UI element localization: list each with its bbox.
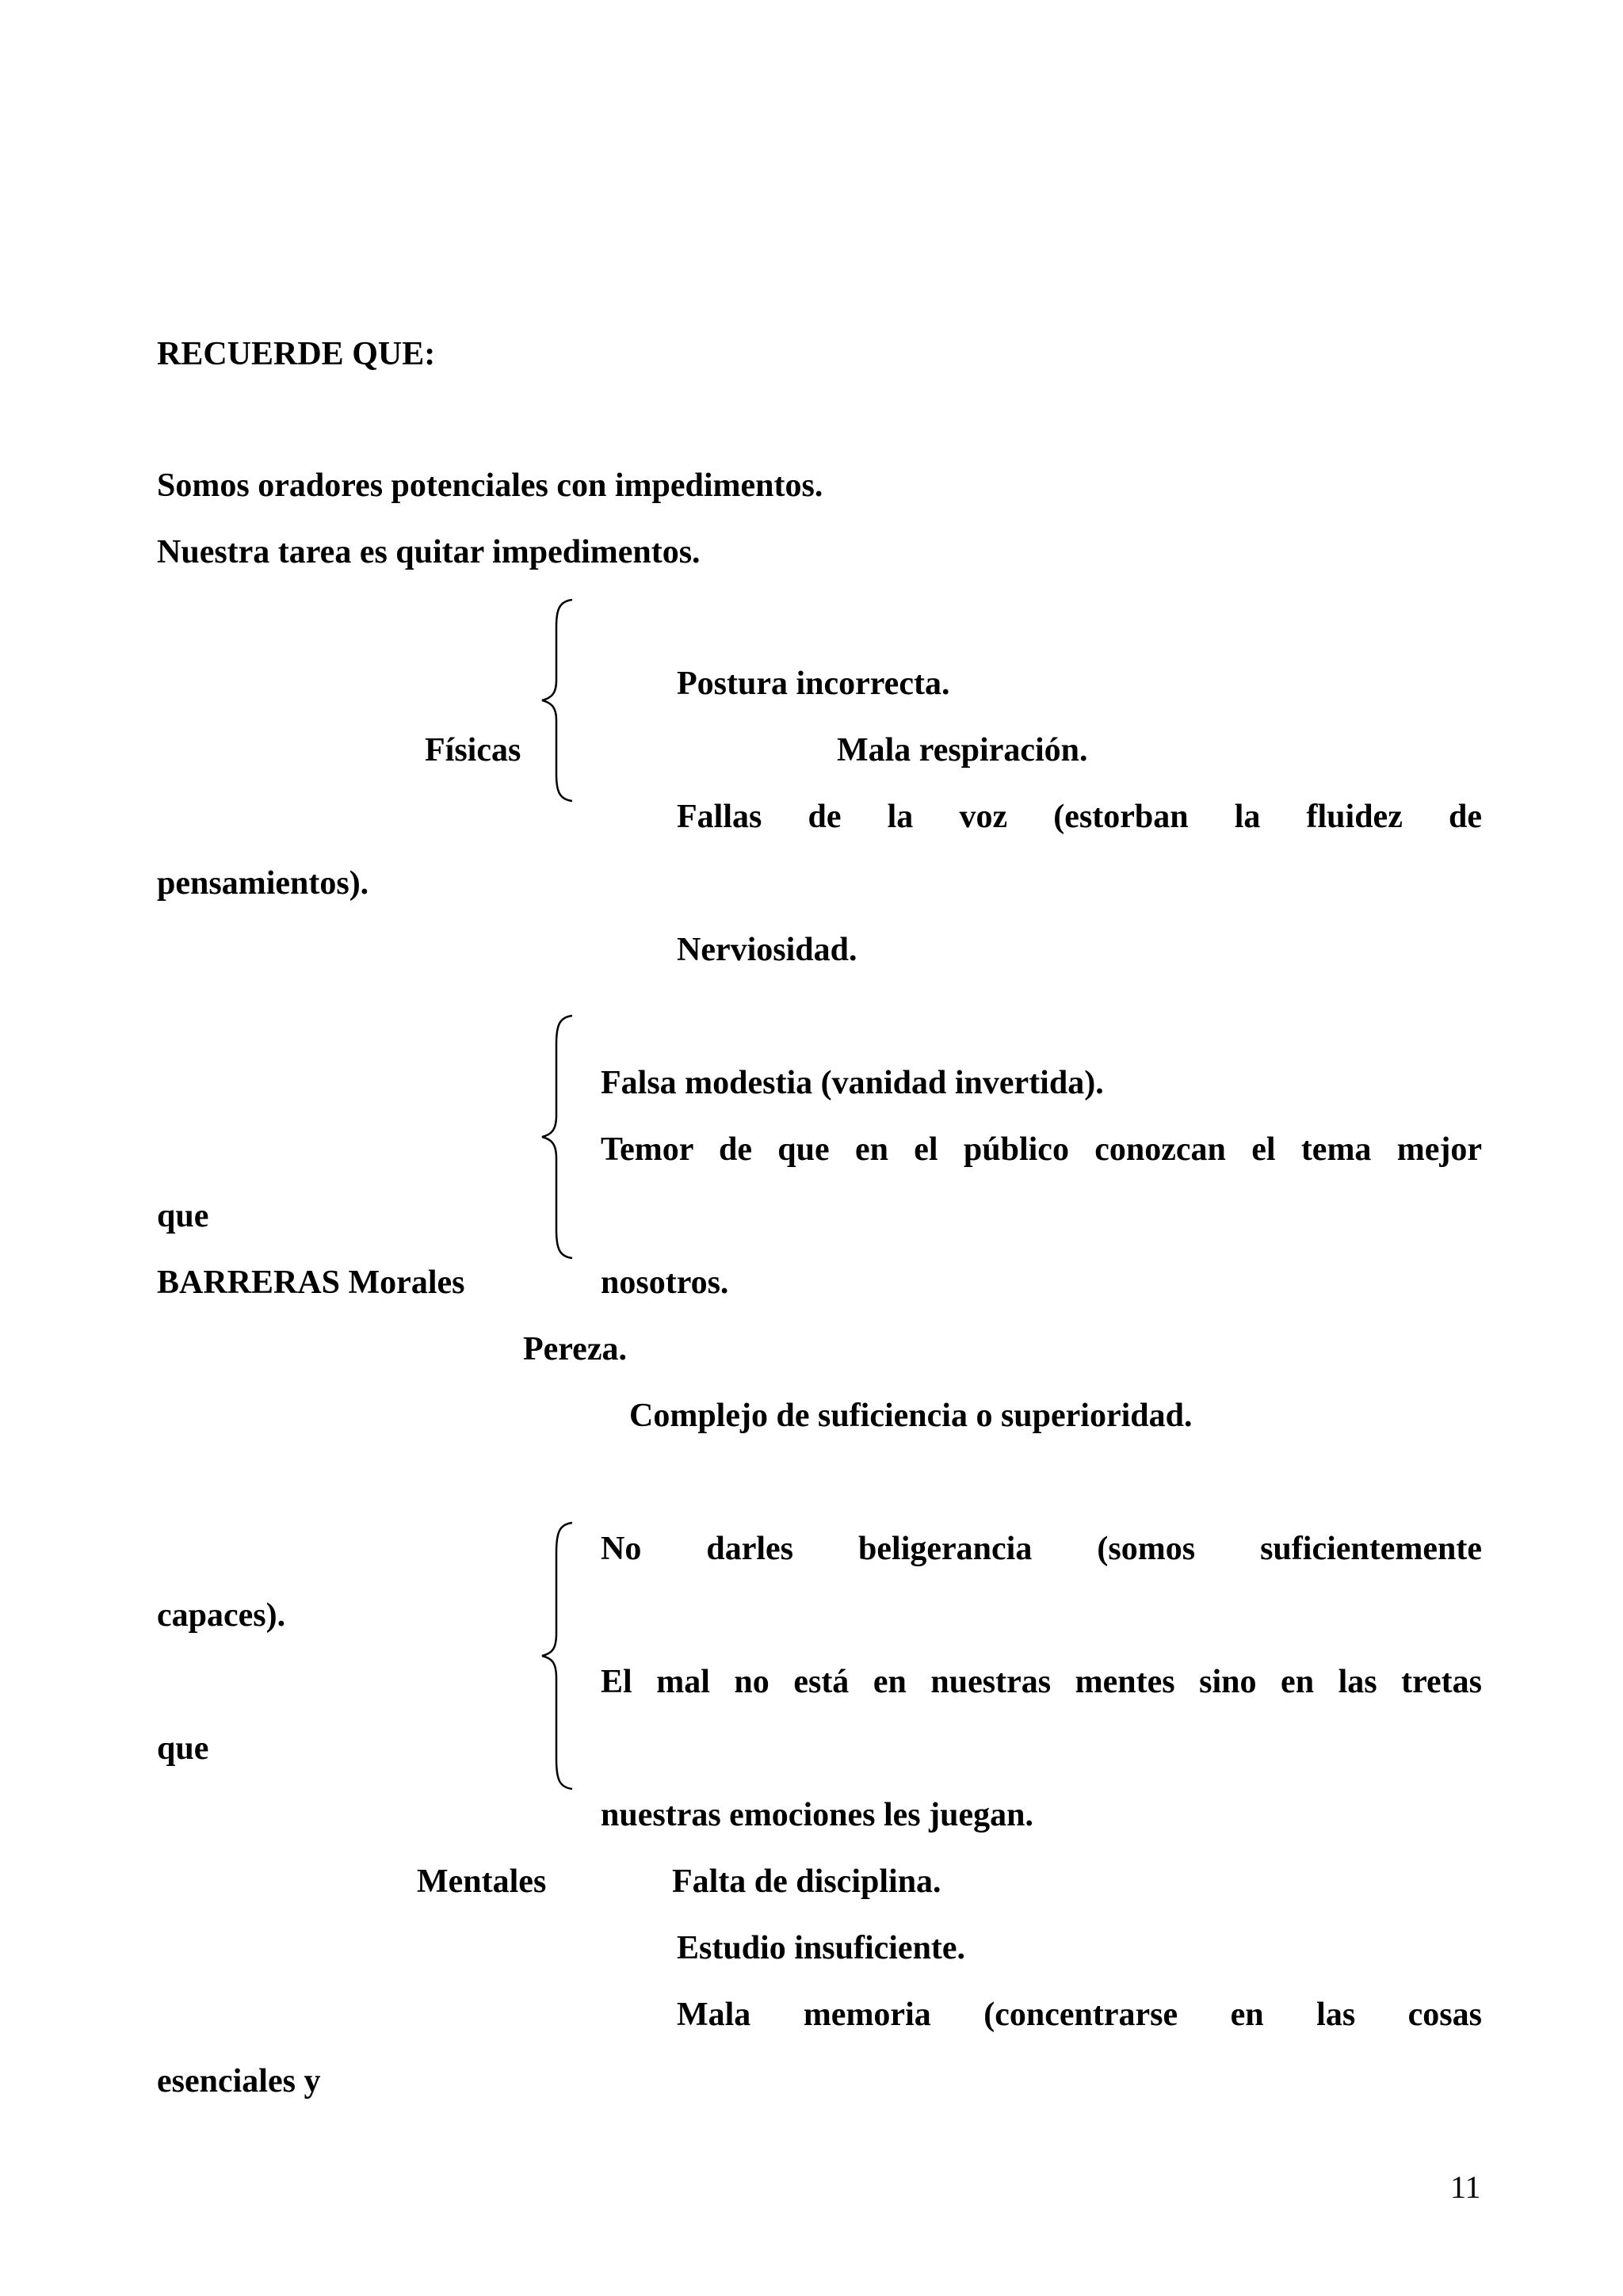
- morales-brace: [539, 1014, 579, 1260]
- page-number: 11: [1450, 2169, 1481, 2205]
- morales-item-1: Falsa modestia (vanidad invertida).: [601, 1065, 1104, 1101]
- mentales-item-1-cont: capaces).: [157, 1597, 286, 1634]
- intro-line-1: Somos oradores potenciales con impedimentos.: [157, 467, 823, 504]
- morales-label: BARRERAS Morales: [157, 1264, 465, 1301]
- fisicas-item-3: Fallas de la voz (estorban la fluidez de: [677, 799, 1482, 835]
- mentales-item-4: Estudio insuficiente.: [677, 1930, 966, 1966]
- fisicas-item-1: Postura incorrecta.: [677, 666, 950, 702]
- mentales-item-2-cont: que: [157, 1730, 209, 1767]
- morales-item-2: Temor de que en el público conozcan el tema mejor: [601, 1131, 1482, 1168]
- mentales-label: Mentales: [417, 1863, 547, 1900]
- fisicas-item-2: Mala respiración.: [837, 732, 1088, 769]
- fisicas-brace: [539, 598, 579, 803]
- mentales-item-2-end: nuestras emociones les juegan.: [601, 1797, 1033, 1833]
- mentales-item-5-cont: esenciales y: [157, 2063, 321, 2100]
- fisicas-item-3-cont: pensamientos).: [157, 865, 369, 902]
- intro-line-2: Nuestra tarea es quitar impedimentos.: [157, 534, 701, 570]
- mentales-item-5: Mala memoria (concentrarse en las cosas: [677, 1997, 1482, 2033]
- mentales-brace: [539, 1521, 579, 1791]
- heading: RECUERDE QUE:: [157, 336, 436, 372]
- mentales-item-2: El mal no está en nuestras mentes sino en las tretas: [601, 1664, 1482, 1700]
- fisicas-label: Físicas: [425, 732, 521, 769]
- mentales-item-3: Falta de disciplina.: [672, 1863, 941, 1900]
- morales-item-4: Complejo de suficiencia o superioridad.: [629, 1398, 1193, 1434]
- mentales-item-1: No darles beligerancia (somos suficientemente: [601, 1531, 1482, 1567]
- morales-item-2-end: nosotros.: [601, 1264, 729, 1301]
- morales-item-3: Pereza.: [523, 1331, 627, 1367]
- morales-item-2-cont: que: [157, 1198, 209, 1234]
- fisicas-item-4: Nerviosidad.: [677, 932, 857, 968]
